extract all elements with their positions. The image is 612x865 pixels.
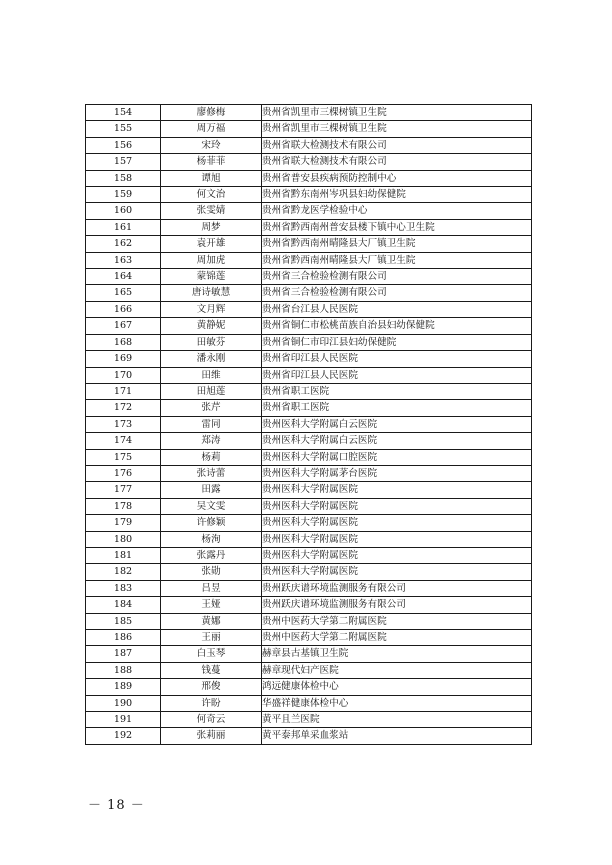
person-name-cell: 张雯婧 [161, 203, 262, 219]
person-name-cell: 何奇云 [161, 712, 262, 728]
table-row [86, 449, 532, 465]
personnel-table-body [86, 105, 532, 745]
person-name-cell: 雷同 [161, 416, 262, 432]
row-number-cell: 155 [86, 121, 161, 137]
organization-cell: 贵州省联大检测技术有限公司 [262, 137, 532, 153]
row-number-cell: 168 [86, 334, 161, 350]
row-number-cell: 177 [86, 482, 161, 498]
row-number-cell: 184 [86, 597, 161, 613]
organization-cell: 黄平且兰医院 [262, 712, 532, 728]
organization-cell: 贵州跃庆谱环境监测服务有限公司 [262, 597, 532, 613]
table-row [86, 383, 532, 399]
person-name-cell: 周加虎 [161, 252, 262, 268]
row-number-cell: 164 [86, 269, 161, 285]
person-name-cell: 田旭莲 [161, 383, 262, 399]
organization-cell: 贵州省三合检验检测有限公司 [262, 269, 532, 285]
table-row [86, 301, 532, 317]
person-name-cell: 邢俊 [161, 679, 262, 695]
person-name-cell: 黄静妮 [161, 318, 262, 334]
person-name-cell: 张莉丽 [161, 728, 262, 744]
person-name-cell: 郑涛 [161, 433, 262, 449]
table-row [86, 121, 532, 137]
organization-cell: 赫章现代妇产医院 [262, 662, 532, 678]
table-row [86, 515, 532, 531]
table-row [86, 203, 532, 219]
organization-cell: 贵州医科大学附属白云医院 [262, 416, 532, 432]
organization-cell: 贵州省黔东南州岑巩县妇幼保健院 [262, 187, 532, 203]
organization-cell: 贵州医科大学附属医院 [262, 482, 532, 498]
row-number-cell: 182 [86, 564, 161, 580]
table-row [86, 597, 532, 613]
organization-cell: 赫章县古基镇卫生院 [262, 646, 532, 662]
person-name-cell: 白玉琴 [161, 646, 262, 662]
table-row [86, 482, 532, 498]
organization-cell: 贵州医科大学附属白云医院 [262, 433, 532, 449]
row-number-cell: 157 [86, 154, 161, 170]
organization-cell: 贵州省普安县疾病预防控制中心 [262, 170, 532, 186]
organization-cell: 贵州省黔西南州普安县楼下镇中心卫生院 [262, 219, 532, 235]
row-number-cell: 166 [86, 301, 161, 317]
table-row [86, 580, 532, 596]
organization-cell: 贵州医科大学附属医院 [262, 498, 532, 514]
table-row [86, 351, 532, 367]
table-row [86, 269, 532, 285]
person-name-cell: 黄娜 [161, 613, 262, 629]
person-name-cell: 杨莉 [161, 449, 262, 465]
row-number-cell: 170 [86, 367, 161, 383]
table-row [86, 236, 532, 252]
table-row [86, 137, 532, 153]
table-row [86, 105, 532, 121]
organization-cell: 黄平泰邦单采血浆站 [262, 728, 532, 744]
person-name-cell: 袁开雄 [161, 236, 262, 252]
row-number-cell: 188 [86, 662, 161, 678]
row-number-cell: 169 [86, 351, 161, 367]
person-name-cell: 许修颖 [161, 515, 262, 531]
row-number-cell: 172 [86, 400, 161, 416]
row-number-cell: 167 [86, 318, 161, 334]
organization-cell: 贵州省台江县人民医院 [262, 301, 532, 317]
table-row [86, 646, 532, 662]
person-name-cell: 周梦 [161, 219, 262, 235]
row-number-cell: 178 [86, 498, 161, 514]
table-row [86, 547, 532, 563]
organization-cell: 贵州省印江县人民医院 [262, 367, 532, 383]
table-row [86, 285, 532, 301]
person-name-cell: 张诗蕾 [161, 465, 262, 481]
organization-cell: 贵州省铜仁市印江县妇幼保健院 [262, 334, 532, 350]
person-name-cell: 钱蔓 [161, 662, 262, 678]
organization-cell: 贵州省职工医院 [262, 383, 532, 399]
person-name-cell: 许盼 [161, 695, 262, 711]
table-row [86, 416, 532, 432]
table-row [86, 318, 532, 334]
row-number-cell: 175 [86, 449, 161, 465]
person-name-cell: 田维 [161, 367, 262, 383]
row-number-cell: 181 [86, 547, 161, 563]
table-row [86, 531, 532, 547]
table-row [86, 498, 532, 514]
row-number-cell: 189 [86, 679, 161, 695]
person-name-cell: 文月辉 [161, 301, 262, 317]
table-row [86, 334, 532, 350]
row-number-cell: 191 [86, 712, 161, 728]
person-name-cell: 谭旭 [161, 170, 262, 186]
person-name-cell: 蒙锦莲 [161, 269, 262, 285]
organization-cell: 贵州医科大学附属茅台医院 [262, 465, 532, 481]
person-name-cell: 宋玲 [161, 137, 262, 153]
personnel-table [85, 104, 532, 745]
row-number-cell: 185 [86, 613, 161, 629]
table-row [86, 219, 532, 235]
table-row [86, 712, 532, 728]
row-number-cell: 180 [86, 531, 161, 547]
table-row [86, 695, 532, 711]
organization-cell: 贵州跃庆谱环境监测服务有限公司 [262, 580, 532, 596]
row-number-cell: 176 [86, 465, 161, 481]
organization-cell: 贵州省黔西南州晴隆县大厂镇卫生院 [262, 252, 532, 268]
row-number-cell: 171 [86, 383, 161, 399]
table-row [86, 662, 532, 678]
organization-cell: 贵州医科大学附属医院 [262, 564, 532, 580]
table-row [86, 564, 532, 580]
row-number-cell: 179 [86, 515, 161, 531]
organization-cell: 贵州省印江县人民医院 [262, 351, 532, 367]
organization-cell: 贵州中医药大学第二附属医院 [262, 613, 532, 629]
person-name-cell: 廖修梅 [161, 105, 262, 121]
row-number-cell: 162 [86, 236, 161, 252]
organization-cell: 贵州省联大检测技术有限公司 [262, 154, 532, 170]
row-number-cell: 183 [86, 580, 161, 596]
row-number-cell: 161 [86, 219, 161, 235]
organization-cell: 贵州省铜仁市松桃苗族自治县妇幼保健院 [262, 318, 532, 334]
person-name-cell: 杨洵 [161, 531, 262, 547]
row-number-cell: 160 [86, 203, 161, 219]
table-row [86, 433, 532, 449]
person-name-cell: 张露丹 [161, 547, 262, 563]
person-name-cell: 田露 [161, 482, 262, 498]
row-number-cell: 159 [86, 187, 161, 203]
organization-cell: 贵州省黔龙医学检验中心 [262, 203, 532, 219]
person-name-cell: 王娅 [161, 597, 262, 613]
row-number-cell: 156 [86, 137, 161, 153]
table-row [86, 154, 532, 170]
row-number-cell: 187 [86, 646, 161, 662]
organization-cell: 贵州医科大学附属医院 [262, 515, 532, 531]
person-name-cell: 周万福 [161, 121, 262, 137]
table-row [86, 367, 532, 383]
organization-cell: 华盛祥健康体检中心 [262, 695, 532, 711]
table-row [86, 400, 532, 416]
person-name-cell: 唐诗敏慧 [161, 285, 262, 301]
organization-cell: 贵州医科大学附属口腔医院 [262, 449, 532, 465]
person-name-cell: 潘永刚 [161, 351, 262, 367]
row-number-cell: 154 [86, 105, 161, 121]
person-name-cell: 何文治 [161, 187, 262, 203]
table-row [86, 187, 532, 203]
organization-cell: 贵州省黔西南州晴隆县大厂镇卫生院 [262, 236, 532, 252]
table-row [86, 252, 532, 268]
table-row [86, 613, 532, 629]
row-number-cell: 174 [86, 433, 161, 449]
person-name-cell: 王丽 [161, 630, 262, 646]
row-number-cell: 163 [86, 252, 161, 268]
organization-cell: 贵州省职工医院 [262, 400, 532, 416]
row-number-cell: 192 [86, 728, 161, 744]
person-name-cell: 田敏芬 [161, 334, 262, 350]
row-number-cell: 158 [86, 170, 161, 186]
row-number-cell: 186 [86, 630, 161, 646]
row-number-cell: 165 [86, 285, 161, 301]
organization-cell: 鸿远健康体检中心 [262, 679, 532, 695]
person-name-cell: 杨菲菲 [161, 154, 262, 170]
organization-cell: 贵州医科大学附属医院 [262, 547, 532, 563]
organization-cell: 贵州省凯里市三棵树镇卫生院 [262, 105, 532, 121]
table-row [86, 630, 532, 646]
organization-cell: 贵州医科大学附属医院 [262, 531, 532, 547]
person-name-cell: 张芹 [161, 400, 262, 416]
organization-cell: 贵州省三合检验检测有限公司 [262, 285, 532, 301]
person-name-cell: 吴文雯 [161, 498, 262, 514]
table-row [86, 679, 532, 695]
person-name-cell: 张勋 [161, 564, 262, 580]
person-name-cell: 吕昱 [161, 580, 262, 596]
page-number: － 18 － [88, 798, 145, 813]
table-row [86, 465, 532, 481]
table-row [86, 170, 532, 186]
row-number-cell: 173 [86, 416, 161, 432]
organization-cell: 贵州省凯里市三棵树镇卫生院 [262, 121, 532, 137]
organization-cell: 贵州中医药大学第二附属医院 [262, 630, 532, 646]
row-number-cell: 190 [86, 695, 161, 711]
table-row [86, 728, 532, 744]
